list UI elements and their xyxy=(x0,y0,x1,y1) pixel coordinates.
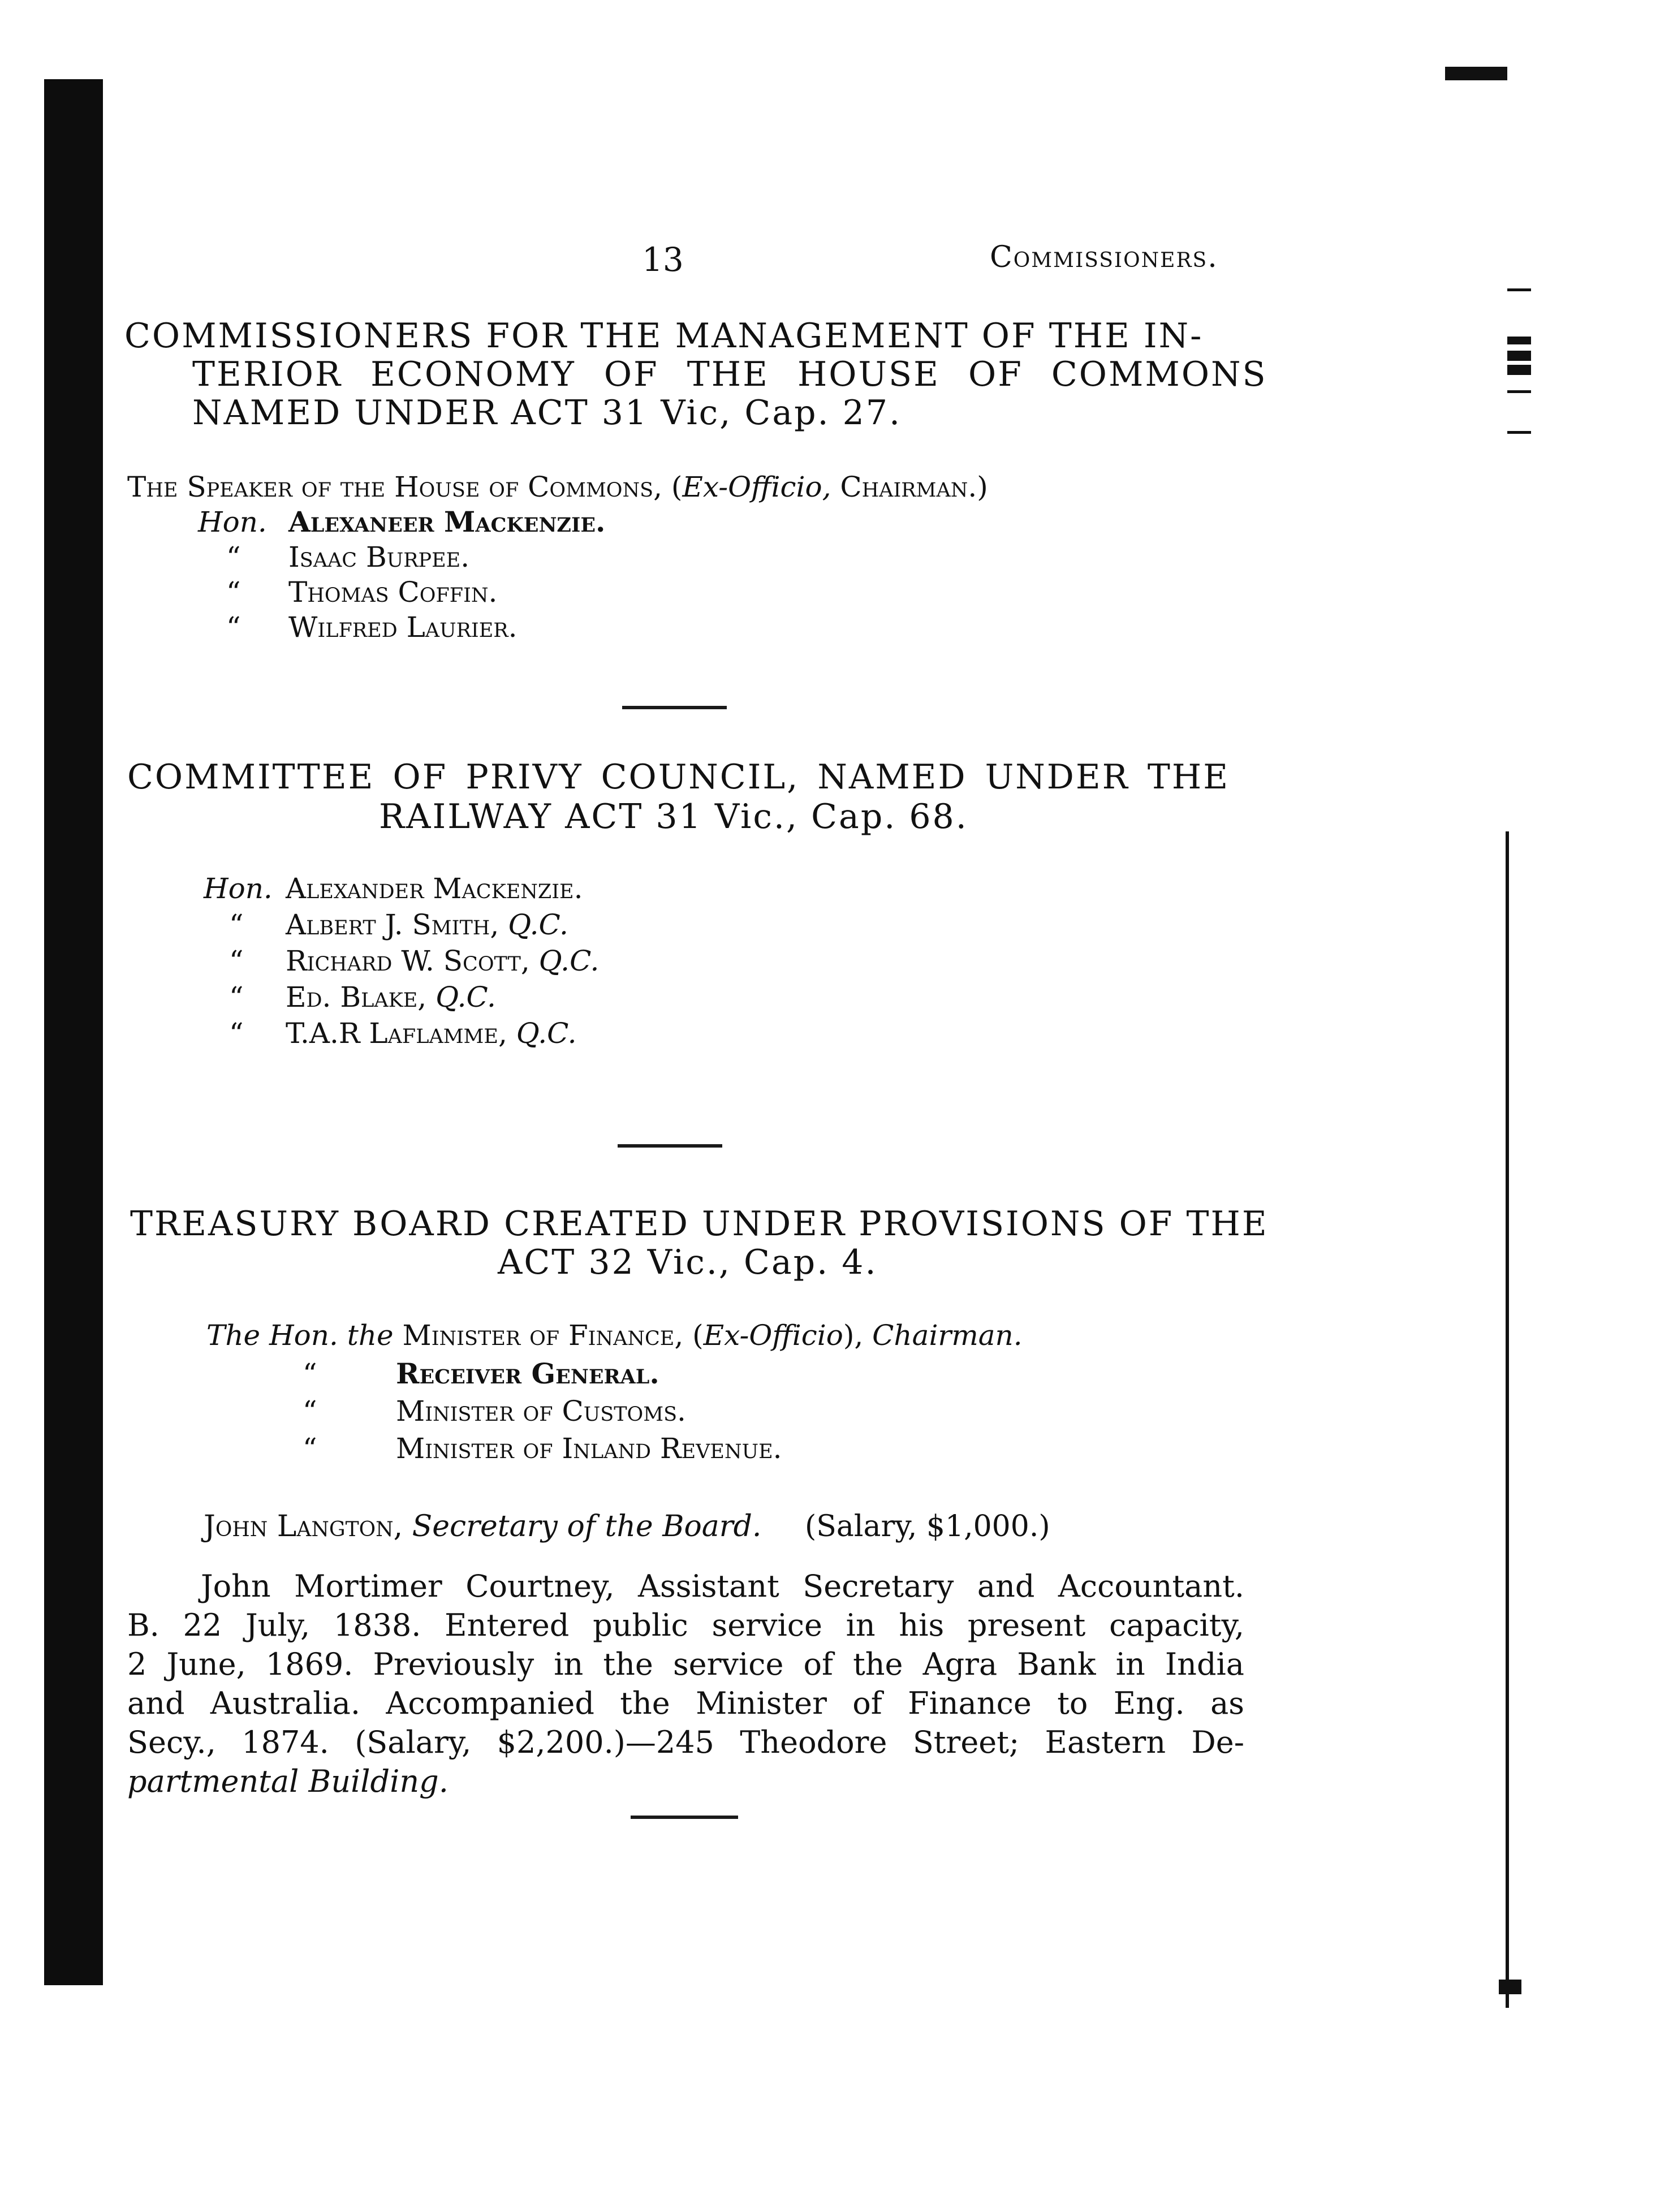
chair-title: Chairman. xyxy=(872,1319,1023,1352)
hon-prefix: Hon. xyxy=(204,872,273,905)
treasury-chair-line xyxy=(206,1318,1023,1353)
section-divider xyxy=(618,1144,722,1148)
secretary-role: Secretary of the Board. xyxy=(403,1510,762,1543)
edge-mark xyxy=(1507,337,1531,344)
ditto-mark: “ xyxy=(229,945,244,977)
ditto-mark: “ xyxy=(303,1395,317,1428)
member-honour: Q.C. xyxy=(508,908,568,941)
board-member: Receiver General. xyxy=(396,1357,659,1390)
chair-ex-officio: Ex-Officio, xyxy=(682,471,831,503)
chair-ex-officio: Ex-Officio xyxy=(703,1319,843,1352)
edge-line xyxy=(1506,831,1509,2008)
ditto-mark: “ xyxy=(229,908,244,941)
ditto-mark: “ xyxy=(229,981,244,1014)
edge-tab xyxy=(1445,67,1507,80)
assistant-line: 2 June, 1869. Previously in the service of the Agra Bank in India xyxy=(127,1646,1244,1682)
member-name: Wilfred Laurier. xyxy=(288,611,518,644)
chair-sep: ), xyxy=(843,1319,873,1352)
member-honour: Q.C. xyxy=(436,981,496,1014)
board-member: Minister of Inland Revenue. xyxy=(396,1432,782,1465)
member-honour: Q.C. xyxy=(538,945,600,977)
member-name: Ed. Blake, xyxy=(286,981,427,1014)
section-heading-line: RAILWAY ACT 31 Vic., Cap. 68. xyxy=(379,797,968,836)
member-name: Albert J. Smith, xyxy=(286,908,499,941)
member-name: Thomas Coffin. xyxy=(288,576,498,609)
ditto-mark: “ xyxy=(226,541,241,574)
ditto-mark: “ xyxy=(226,576,241,609)
privy-member-row xyxy=(286,907,568,942)
section-heading-line: TREASURY BOARD CREATED UNDER PROVISIONS OF THE xyxy=(130,1204,1269,1244)
section-divider xyxy=(622,706,727,709)
page-number: 13 xyxy=(642,240,684,279)
assistant-line: partmental Building. xyxy=(127,1763,449,1799)
edge-mark xyxy=(1507,431,1531,434)
chair-prefix: The Hon. the xyxy=(206,1319,394,1352)
assistant-line: and Australia. Accompanied the Minister of Finance to Eng. as xyxy=(127,1685,1244,1721)
chairman-line xyxy=(127,469,988,505)
secretary-salary: (Salary, $1,000.) xyxy=(804,1510,1050,1543)
section-heading-line: COMMITTEE OF PRIVY COUNCIL, NAMED UNDER THE xyxy=(127,757,1230,797)
ditto-mark: “ xyxy=(226,611,241,644)
member-name: Isaac Burpee. xyxy=(288,541,470,574)
section-heading-line: ACT 32 Vic., Cap. 4. xyxy=(498,1243,878,1282)
section-divider xyxy=(631,1816,738,1819)
member-name: T.A.R Laflamme, xyxy=(286,1017,507,1050)
section-heading-line: NAMED UNDER ACT 31 Vic, Cap. 27. xyxy=(192,393,902,433)
privy-member-row xyxy=(286,943,599,978)
member-name: Alexander Mackenzie. xyxy=(286,872,583,905)
ditto-mark: “ xyxy=(229,1017,244,1050)
assistant-line: Secy., 1874. (Salary, $2,200.)—245 Theodore Street; Eastern De- xyxy=(127,1724,1244,1760)
chair-office: Minister of Finance, ( xyxy=(393,1319,704,1352)
member-name: Alexaneer Mackenzie. xyxy=(288,505,606,538)
secretary-line xyxy=(204,1509,1050,1544)
assistant-entry xyxy=(127,1567,1244,1801)
member-name: Richard W. Scott, xyxy=(286,945,530,977)
member-honour: Q.C. xyxy=(516,1017,577,1050)
chair-office: The Speaker of the House of Commons, ( xyxy=(127,471,683,503)
ditto-mark: “ xyxy=(303,1432,317,1465)
assistant-line: John Mortimer Courtney, Assistant Secretary and Accountant. xyxy=(201,1568,1244,1604)
section-heading-line: COMMISSIONERS FOR THE MANAGEMENT OF THE IN- xyxy=(124,316,1204,356)
edge-mark xyxy=(1507,351,1531,361)
assistant-line: B. 22 July, 1838. Entered public service in his present capacity, xyxy=(127,1607,1244,1643)
edge-mark xyxy=(1507,365,1531,375)
edge-mark xyxy=(1507,390,1531,393)
board-member: Minister of Customs. xyxy=(396,1395,686,1428)
secretary-name: John Langton, xyxy=(204,1510,403,1543)
binding-edge xyxy=(44,79,103,1985)
chair-title: Chairman.) xyxy=(831,471,988,503)
edge-mark xyxy=(1507,288,1531,291)
hon-prefix: Hon. xyxy=(198,506,267,538)
section-heading-line: TERIOR ECONOMY OF THE HOUSE OF COMMONS xyxy=(192,355,1267,394)
edge-mark xyxy=(1499,1980,1521,1994)
ditto-mark: “ xyxy=(303,1357,317,1390)
running-head: Commissioners. xyxy=(990,240,1218,274)
privy-member-row xyxy=(286,980,496,1015)
privy-member-row xyxy=(286,1016,577,1051)
